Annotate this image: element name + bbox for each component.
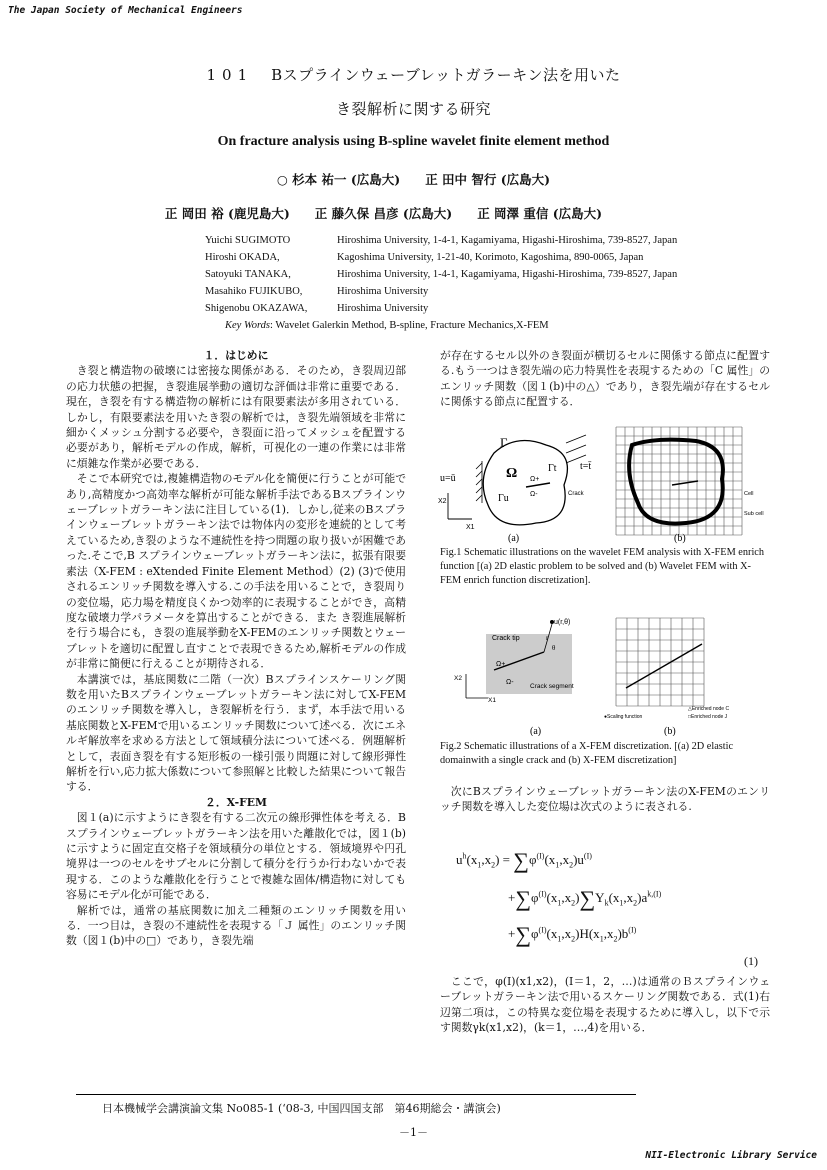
paragraph: 本講演では，基底関数に二階（一次）Bスプラインスケーリング関数を用いたBスプラインウェーブレットガラーキン法に対してX-FEMのエンリッチ関数を導入し，き裂解析を行う．まず，本手法で用いる基底関数とX-FEMで用いるエンリッチ関数について述べる．次にエネルギ解放率を求める方法として領域積分法について述べる．例題解析として，表面き裂を有する矩形板の一様引張り問題に対して線形弾性解析を行い,応力拡大係数について参照解と比較した結果について報告する． bbox=[66, 672, 406, 794]
english-title: On fracture analysis using B-spline wavelet finite element method bbox=[217, 134, 610, 149]
affiliation-row: Satoyuki TANAKA, Hiroshima University, 1-4-1, Kagamiyama, Higashi-Hiroshima, 739-8527, Japan bbox=[205, 269, 678, 280]
fig2-x2-label: X2 bbox=[454, 675, 462, 682]
paragraph: そこで本研究では,複雑構造物のモデル化を簡便に行うことが可能であり,高精度かつ高効率な解析が可能な解析手法であるBスプラインウェーブレットガラーキン法に注目している(1)．しかし,従来のBスプラインウェーブレットガラーキン法では物体内の変形を連続的として考えているため,き裂のような不連続性を持つ問題の取り扱いが困難であった.そこで,B スプラインウェーブレットガラーキン法に，拡張有限要素法（X-FEM : eXtended Finite Element Method）(2) (3)で使用されるエンリッチ関数を導入する.この手法を用いることで，き裂周りの変位場，応力場を精度良くかつ効率的に表現することができ，高精度な破壊力学パラメータを算出することができる．また き裂進展解析を行う場合にも，き裂の進展挙動をX-FEMのエンリッチ関数とウェーブレットを適切に配置し直すことで表現できるため,解析モデルの作成が非常に簡便に行えることが期待される． bbox=[66, 472, 406, 671]
gamma-label: Γ bbox=[500, 435, 508, 450]
fig2-x1-label: X1 bbox=[488, 697, 496, 704]
traction-label: t=t̄ bbox=[580, 461, 592, 472]
equation-line-2: $+\sum\varphi^{(I)}(x_1,x_2)\sum\Upsilon_k(x_1,x_2)a^{k,(I)}$ bbox=[508, 886, 662, 911]
cell-label: Cell bbox=[744, 491, 754, 497]
crack-label: Crack bbox=[568, 491, 584, 497]
footer-rule bbox=[76, 1094, 636, 1095]
section-heading: １．はじめに bbox=[203, 349, 269, 362]
paragraph: き裂と構造物の破壊には密接な関係がある．そのため，き裂周辺部の応力状態の把握，き裂進展挙動の適切な評価は非常に重要である．現在，き裂を有する構造物の解析には有限要素法が多用されている．しかし，有限要素法を用いたき裂の解析では，き裂先端領域を非常に細かくメッシュ分割する必要や，き裂面に沿ってメッシュを配置する必要があり，解析モデルの作成，解析，可視化の一連の作業には非常に煩雑な作業が必要である． bbox=[66, 364, 406, 470]
fig2-omega-minus: Ω- bbox=[506, 679, 514, 686]
figure-2-caption: Fig.2 Schematic illustrations of a X-FEM discretization. [(a) 2D elastic domainwith a single crack and (b) X-FEM discretization] bbox=[440, 741, 734, 766]
society-header: The Japan Society of Mechanical Engineers bbox=[8, 5, 243, 16]
right-column-mid bbox=[440, 784, 770, 815]
elastic-body-outline bbox=[483, 441, 567, 525]
paragraph: が存在するセル以外のき裂面が横切るセルに関係する節点に配置する.もう一つはき裂先端の応力特異性を表現するための「C 属性」のエンリッチ関数（図１(b)中の△）であり，き裂先端が存在するセルに関係する節点に配置する． bbox=[440, 349, 770, 409]
proceedings-footer: 日本機械学会講演論文集 No085-1 (ʻ08-3, 中国四国支部 第46期総会・講演会) bbox=[102, 1102, 501, 1115]
keywords: Key Words: Wavelet Galerkin Method, B-spline, Fracture Mechanics,X-FEM bbox=[225, 320, 549, 331]
gamma-t-label: Γt bbox=[548, 463, 557, 474]
u-label: u(r,θ) bbox=[554, 619, 571, 626]
omega-minus-label: Ω- bbox=[530, 491, 538, 498]
affiliation-list bbox=[205, 232, 765, 334]
crack-segment-label: Crack segment bbox=[530, 683, 574, 690]
theta-label: θ bbox=[552, 644, 556, 652]
figure-1 bbox=[436, 423, 776, 545]
displacement-label: u=ū bbox=[440, 473, 456, 484]
subcell-label: Sub cell bbox=[744, 511, 764, 517]
nii-footer: NII-Electronic Library Service bbox=[645, 1150, 817, 1161]
fig2b-label: (b) bbox=[664, 726, 676, 736]
fig2b-crack bbox=[626, 644, 702, 688]
legend-enriched-c: △Enriched node C bbox=[688, 706, 730, 712]
omega-label: Ω bbox=[506, 466, 518, 481]
fig2a-label: (a) bbox=[530, 726, 542, 736]
author-line-1: ○ 杉本 祐一 (広島大) 正 田中 智行 (広島大) bbox=[276, 172, 551, 187]
legend-scaling: ●Scaling function bbox=[604, 714, 643, 720]
affiliation-row: Hiroshi OKADA, Kagoshima University, 1-21-40, Korimoto, Kagoshima, 890-0065, Japan bbox=[205, 252, 644, 263]
fig1a-label: (a) bbox=[508, 533, 520, 544]
paragraph: 解析では，通常の基底関数に加え二種類のエンリッチ関数を用いる．一つ目は，き裂の不連続性を表現する「Ｊ 属性」のエンリッチ関数（図１(b)中の□）であり，き裂先端 bbox=[66, 903, 406, 948]
legend-enriched-j: □Enriched node J bbox=[688, 714, 728, 720]
paragraph: 図１(a)に示すようにき裂を有する二次元の線形弾性体を考える．Bスプラインウェーブレットガラーキン法を用いた離散化では，図１(b)に示すように固定直交格子を領域積分の単位とする．領域境界や円孔境界は一つのセルをサブセルに分割して積分を行うか行わないかで表現する．このような離散化を行うことで複雑な固体/構造物に対しても容易にモデル化が可能である． bbox=[66, 811, 406, 902]
gamma-u-label: Γu bbox=[498, 493, 509, 504]
author-line-2: 正 岡田 裕 (鹿児島大) 正 藤久保 昌彦 (広島大) 正 岡澤 重信 (広島大) bbox=[164, 206, 603, 221]
equation-1 bbox=[456, 838, 776, 958]
affiliation-row: Yuichi SUGIMOTO Hiroshima University, 1-4-1, Kagamiyama, Higashi-Hiroshima, 739-8527, Japan bbox=[205, 235, 678, 246]
equation-number: (1) bbox=[744, 954, 758, 968]
x2-label: X2 bbox=[438, 498, 447, 505]
affiliation-row: Shigenobu OKAZAWA, Hiroshima University bbox=[205, 303, 429, 314]
support-hatch bbox=[476, 461, 482, 503]
fig1b-label: (b) bbox=[674, 533, 686, 544]
figure-1-drawing bbox=[436, 423, 776, 545]
affiliation-row: Masahiko FUJIKUBO, Hiroshima University bbox=[205, 286, 429, 297]
fig1b-crack bbox=[672, 481, 698, 485]
section-heading: ２．X-FEM bbox=[205, 795, 267, 809]
r-label: r bbox=[546, 634, 549, 642]
left-column bbox=[66, 348, 406, 949]
page-number: －1－ bbox=[399, 1126, 428, 1139]
equation-line-3: $+\sum\varphi^{(I)}(x_1,x_2)H(x_1,x_2)b^{(I)}$ bbox=[508, 922, 637, 947]
figure-1-caption: Fig.1 Schematic illustrations on the wavelet FEM analysis with X-FEM enrich function [(a) 2D elastic problem to be solved and (b) Wavelet FEM with X-FEM enrich function discretization]. bbox=[440, 547, 765, 586]
crack-tip-label: Crack tip bbox=[492, 635, 520, 642]
x1-label: X1 bbox=[466, 524, 475, 531]
traction-arrows bbox=[566, 435, 586, 463]
right-column-top bbox=[440, 348, 770, 410]
right-column-bottom bbox=[440, 974, 770, 1036]
paper-title-line2: き裂解析に関する研究 bbox=[335, 100, 491, 118]
fig2-omega-plus: Ω+ bbox=[496, 661, 506, 668]
paragraph: ここで，φ(I)(x1,x2)，(I＝1，2，…)は通常のＢスプラインウェーブレットガラーキン法で用いるスケーリング関数である．式(1)右辺第二項は，この特異な変位場を表現するために導入し，以下で示す関数γk(x1,x2)，(k＝1，…,4)を用いる． bbox=[440, 975, 770, 1035]
fig2-node-grid bbox=[616, 618, 704, 706]
figure-2-drawing bbox=[436, 610, 776, 736]
paper-title-line1: 101 Bスプラインウェーブレットガラーキン法を用いた bbox=[206, 66, 621, 84]
paragraph: 次にBスプラインウェーブレットガラーキン法のX-FEMのエンリッチ関数を導入した変位場は次式のように表される. bbox=[440, 785, 770, 814]
equation-line-1: $u^h(x_1,x_2) = \sum\varphi^{(I)}(x_1,x_2)u^{(I)}$ bbox=[456, 848, 592, 873]
paper-number: 101 bbox=[206, 66, 254, 84]
figure-2 bbox=[436, 610, 776, 736]
omega-plus-label: Ω+ bbox=[530, 476, 540, 483]
